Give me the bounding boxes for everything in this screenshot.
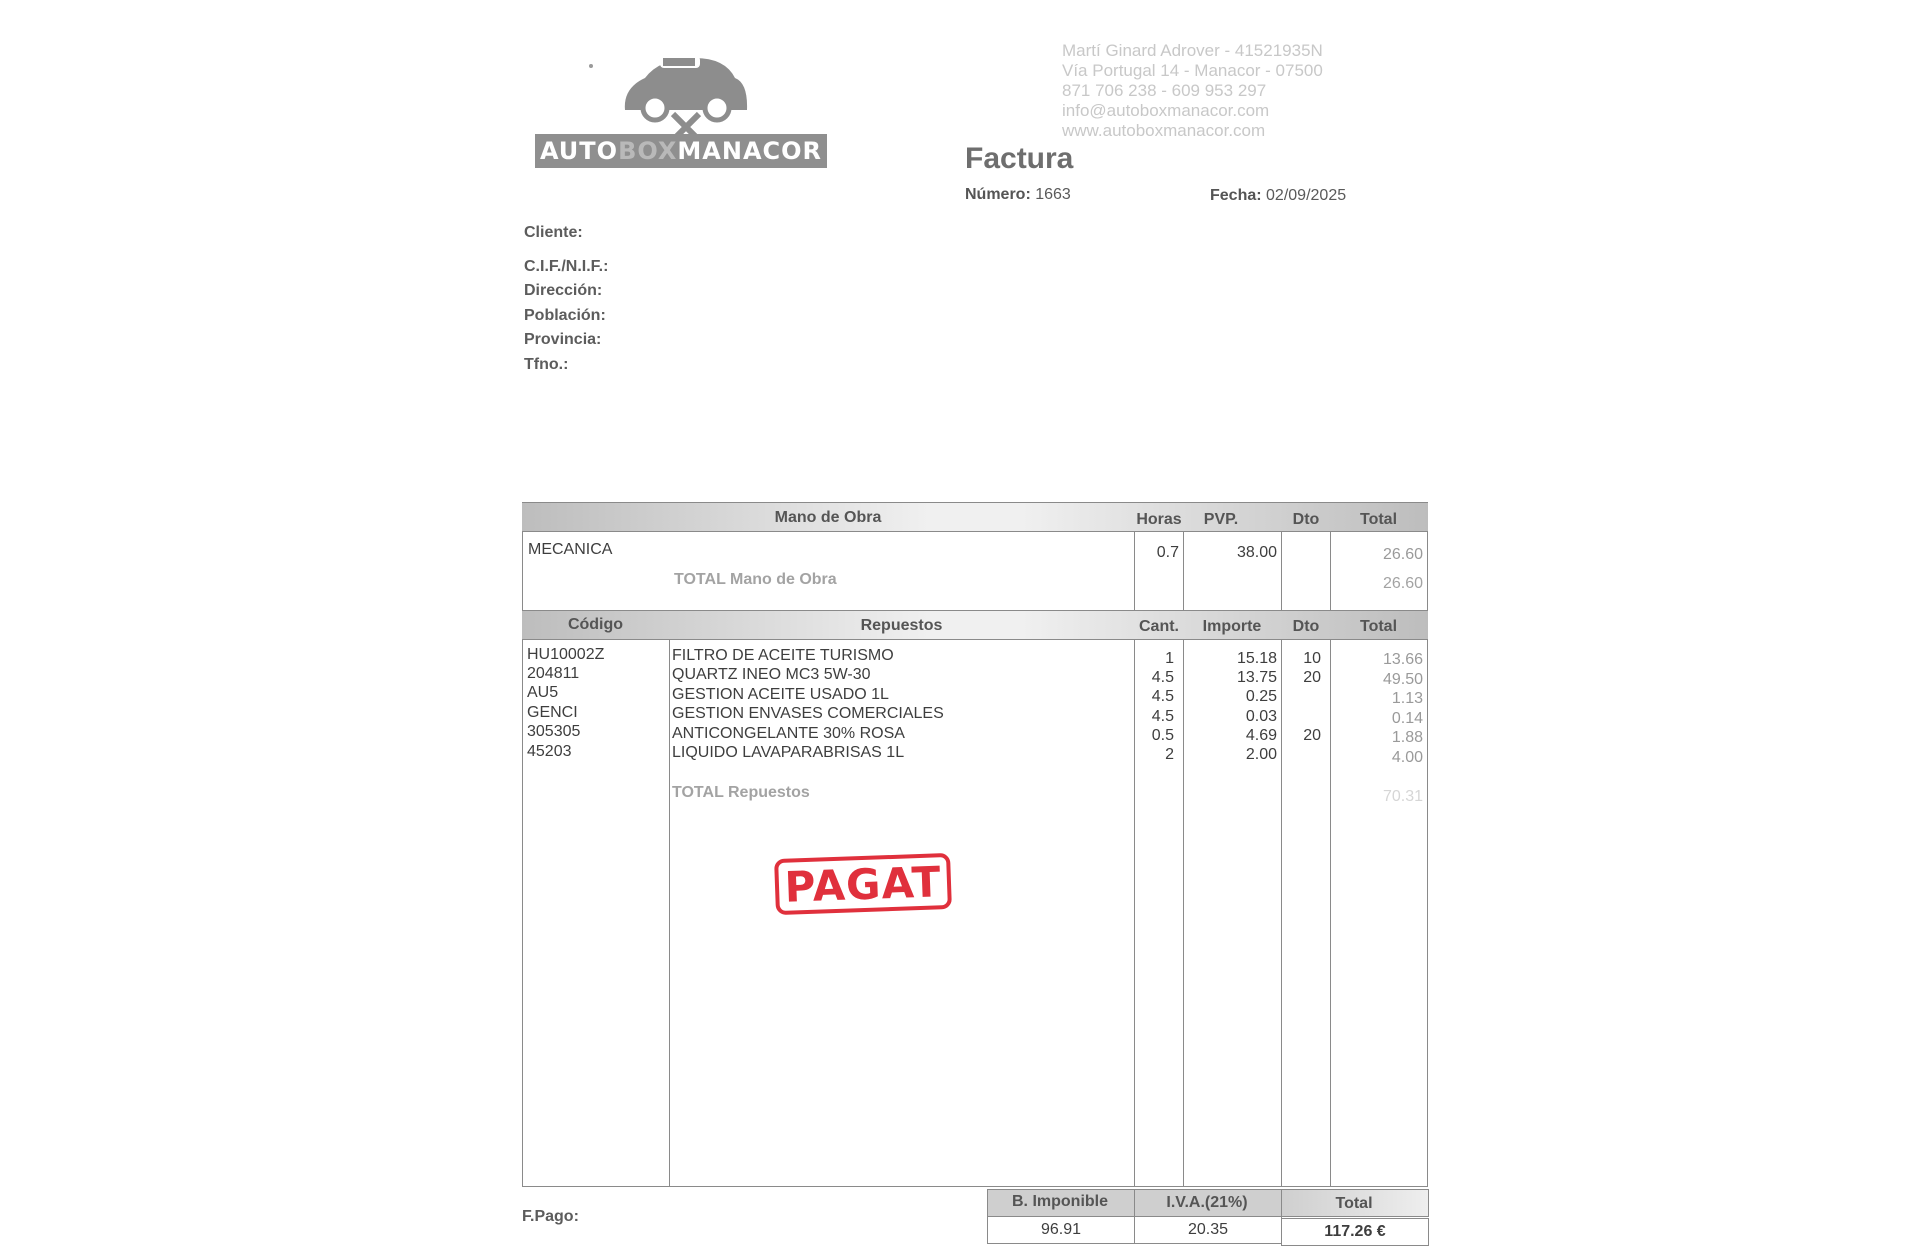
phone-label: Tfno.:	[524, 356, 569, 373]
grand-total-value: 117.26 €	[1281, 1218, 1429, 1246]
parts-total-value: 70.31	[1382, 788, 1423, 805]
part-desc: FILTRO DE ACEITE TURISMO	[672, 647, 894, 664]
parts-header-qty: Cant.	[1139, 618, 1179, 635]
labor-header-discount: Dto	[1292, 511, 1320, 528]
parts-header-desc: Repuestos	[860, 617, 943, 634]
part-desc: ANTICONGELANTE 30% ROSA	[672, 725, 905, 742]
table-border-bottom	[522, 1186, 1428, 1187]
vat-label: I.V.A.(21%)	[1166, 1194, 1248, 1211]
logo-word-box: BOX	[618, 137, 678, 165]
company-line-name: Martí Ginard Adrover - 41521935N	[1062, 41, 1323, 60]
part-code: 305305	[527, 723, 581, 740]
part-desc: GESTION ENVASES COMERCIALES	[672, 705, 944, 722]
col-divider	[1330, 502, 1331, 1186]
labor-total: 26.60	[1382, 546, 1423, 563]
invoice-date	[1210, 187, 1346, 205]
part-code: GENCI	[527, 704, 578, 721]
table-border-right	[1427, 502, 1428, 1186]
invoice-number	[965, 186, 1071, 204]
part-qty: 0.5	[1151, 727, 1174, 744]
document-title: Factura	[965, 142, 1074, 175]
labor-desc: MECANICA	[528, 541, 613, 558]
part-total: 0.14	[1391, 710, 1423, 727]
logo-word-auto: AUTO	[539, 137, 619, 165]
taxable-base-value: 96.91	[987, 1216, 1135, 1244]
paid-stamp: PAGAT	[774, 853, 952, 915]
part-discount: 20	[1303, 727, 1321, 744]
part-amount: 15.18	[1236, 650, 1277, 667]
table-border-left	[522, 502, 523, 1186]
part-code: AU5	[527, 684, 559, 701]
labor-price: 38.00	[1236, 544, 1277, 561]
company-line-email: info@autoboxmanacor.com	[1062, 101, 1270, 120]
logo-wordmark	[535, 134, 827, 168]
part-code: 204811	[527, 665, 580, 682]
labor-total-label: TOTAL Mano de Obra	[674, 571, 837, 588]
part-qty: 2	[1165, 746, 1174, 763]
company-logo	[535, 48, 835, 173]
col-divider	[669, 610, 670, 1186]
labor-header-desc: Mano de Obra	[774, 509, 882, 526]
part-qty: 4.5	[1151, 669, 1174, 686]
labor-header-price: PVP.	[1203, 511, 1239, 528]
col-divider	[1281, 502, 1282, 1186]
grand-total-label: Total	[1335, 1195, 1373, 1212]
company-line-web: www.autoboxmanacor.com	[1062, 121, 1266, 140]
part-qty: 4.5	[1151, 688, 1174, 705]
part-amount: 0.03	[1245, 708, 1277, 725]
part-amount: 2.00	[1245, 746, 1277, 763]
part-total: 1.13	[1391, 690, 1423, 707]
invoice-number-label: Número:	[965, 186, 1031, 203]
invoice-date-label: Fecha:	[1210, 187, 1262, 204]
client-label: Cliente:	[524, 224, 583, 241]
part-discount: 20	[1303, 669, 1321, 686]
part-amount: 4.69	[1245, 727, 1277, 744]
company-info	[1062, 41, 1323, 141]
labor-header-total: Total	[1359, 511, 1398, 528]
invoice-number-value: 1663	[1035, 186, 1071, 203]
company-line-phone: 871 706 238 - 609 953 297	[1062, 81, 1267, 100]
labor-header-hours: Horas	[1136, 511, 1182, 528]
part-qty: 4.5	[1151, 708, 1174, 725]
col-divider	[1183, 502, 1184, 1186]
part-desc: QUARTZ INEO MC3 5W-30	[672, 666, 871, 683]
parts-header-discount: Dto	[1292, 618, 1320, 635]
parts-header-amount: Importe	[1202, 618, 1262, 635]
payment-method-label: F.Pago:	[522, 1208, 579, 1225]
part-code: HU10002Z	[527, 646, 605, 663]
town-label: Población:	[524, 307, 606, 324]
part-total: 13.66	[1382, 651, 1423, 668]
company-line-address: Vía Portugal 14 - Manacor - 07500	[1062, 61, 1323, 80]
parts-total-label: TOTAL Repuestos	[672, 784, 810, 801]
part-discount: 10	[1303, 650, 1321, 667]
parts-header-code: Código	[567, 616, 624, 633]
address-label: Dirección:	[524, 282, 603, 299]
cif-label: C.I.F./N.I.F.:	[524, 258, 609, 275]
part-desc: LIQUIDO LAVAPARABRISAS 1L	[672, 744, 905, 761]
labor-hours: 0.7	[1156, 544, 1179, 561]
taxable-base-label: B. Imponible	[1012, 1193, 1108, 1210]
part-amount: 13.75	[1236, 669, 1277, 686]
part-total: 49.50	[1382, 671, 1423, 688]
part-desc: GESTION ACEITE USADO 1L	[672, 686, 889, 703]
part-total: 1.88	[1391, 729, 1423, 746]
part-amount: 0.25	[1245, 688, 1277, 705]
parts-header-total: Total	[1359, 618, 1398, 635]
car-icon	[535, 48, 835, 138]
part-code: 45203	[527, 743, 572, 760]
logo-word-manacor: MANACOR	[677, 137, 823, 165]
vat-value: 20.35	[1134, 1216, 1282, 1244]
part-total: 4.00	[1391, 749, 1423, 766]
invoice-date-value: 02/09/2025	[1266, 187, 1347, 204]
labor-total-value: 26.60	[1382, 575, 1423, 592]
province-label: Provincia:	[524, 331, 602, 348]
col-divider	[1134, 502, 1135, 1186]
part-qty: 1	[1165, 650, 1174, 667]
